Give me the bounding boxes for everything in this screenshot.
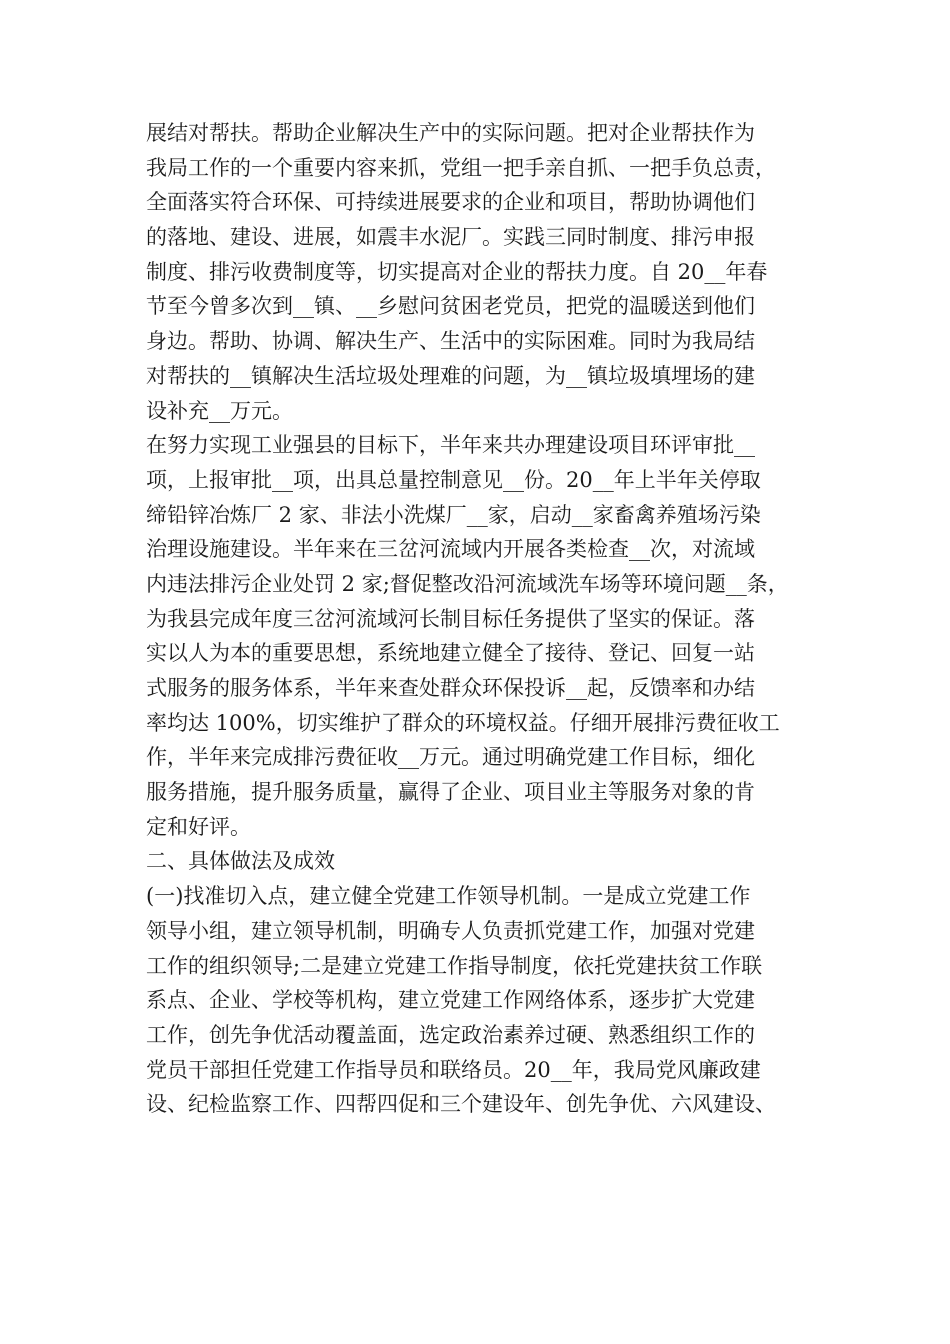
text-line: 设补充__万元。 [146, 398, 293, 423]
text-line: 领导小组，建立领导机制，明确专人负责抓党建工作，加强对党建 [146, 918, 755, 943]
text-line: 定和好评。 [146, 814, 251, 839]
text-line: 展结对帮扶。帮助企业解决生产中的实际问题。把对企业帮扶作为 [146, 121, 755, 145]
text-line: 为我县完成年度三岔河流域河长制目标任务提供了坚实的保证。落 [146, 606, 755, 631]
body-text [146, 116, 826, 1122]
text-line: 式服务的服务体系，半年来查处群众环保投诉__起，反馈率和办结 [146, 676, 755, 700]
text-line: 设、纪检监察工作、四帮四促和三个建设年、创先争优、六风建设、 [146, 1092, 776, 1117]
text-line: 在努力实现工业强县的目标下，半年来共办理建设项目环评审批__ [146, 433, 755, 458]
text-line: 节至今曾多次到__镇、__乡慰问贫困老党员，把党的温暖送到他们 [146, 294, 755, 319]
text-line: 党员干部担任党建工作指导员和联络员。20__年，我局党风廉政建 [146, 1057, 761, 1082]
text-line: 服务措施，提升服务质量，赢得了企业、项目业主等服务对象的肯 [146, 780, 755, 805]
text-line: 的落地、建设、进展，如震丰水泥厂。实践三同时制度、排污申报 [146, 225, 755, 250]
text-line: 实以人为本的重要思想，系统地建立健全了接待、登记、回复一站 [146, 641, 755, 666]
text-line: 治理设施建设。半年来在三岔河流域内开展各类检查__次，对流域 [146, 537, 755, 562]
text-line: 内违法排污企业处罚 2 家;督促整改沿河流域洗车场等环境问题__条， [146, 571, 789, 596]
text-line: 制度、排污收费制度等，切实提高对企业的帮扶力度。自 20__年春 [146, 259, 768, 284]
text-line: 工作的组织领导;二是建立党建工作指导制度，依托党建扶贫工作联 [146, 953, 763, 978]
text-line: 对帮扶的__镇解决生活垃圾处理难的问题，为__镇垃圾填埋场的建 [146, 363, 755, 388]
text-line: 全面落实符合环保、可持续进展要求的企业和项目，帮助协调他们 [146, 190, 755, 215]
text-line: 身边。帮助、协调、解决生产、生活中的实际困难。同时为我局结 [146, 329, 755, 354]
text-line: 作，半年来完成排污费征收__万元。通过明确党建工作目标，细化 [146, 745, 755, 770]
text-line: 二、具体做法及成效 [146, 849, 335, 874]
text-line: (一)找准切入点，建立健全党建工作领导机制。一是成立党建工作 [146, 884, 751, 909]
text-line: 率均达 100%，切实维护了群众的环境权益。仔细开展排污费征收工 [146, 710, 780, 735]
text-line: 我局工作的一个重要内容来抓，党组一把手亲自抓、一把手负总责， [146, 155, 776, 180]
text-line: 项，上报审批__项，出具总量控制意见__份。20__年上半年关停取 [146, 467, 761, 492]
text-line: 工作，创先争优活动覆盖面，选定政治素养过硬、熟悉组织工作的 [146, 1022, 755, 1047]
text-line: 缔铅锌冶炼厂 2 家、非法小洗煤厂__家，启动__家畜禽养殖场污染 [146, 502, 761, 527]
text-line: 系点、企业、学校等机构，建立党建工作网络体系，逐步扩大党建 [146, 988, 755, 1013]
